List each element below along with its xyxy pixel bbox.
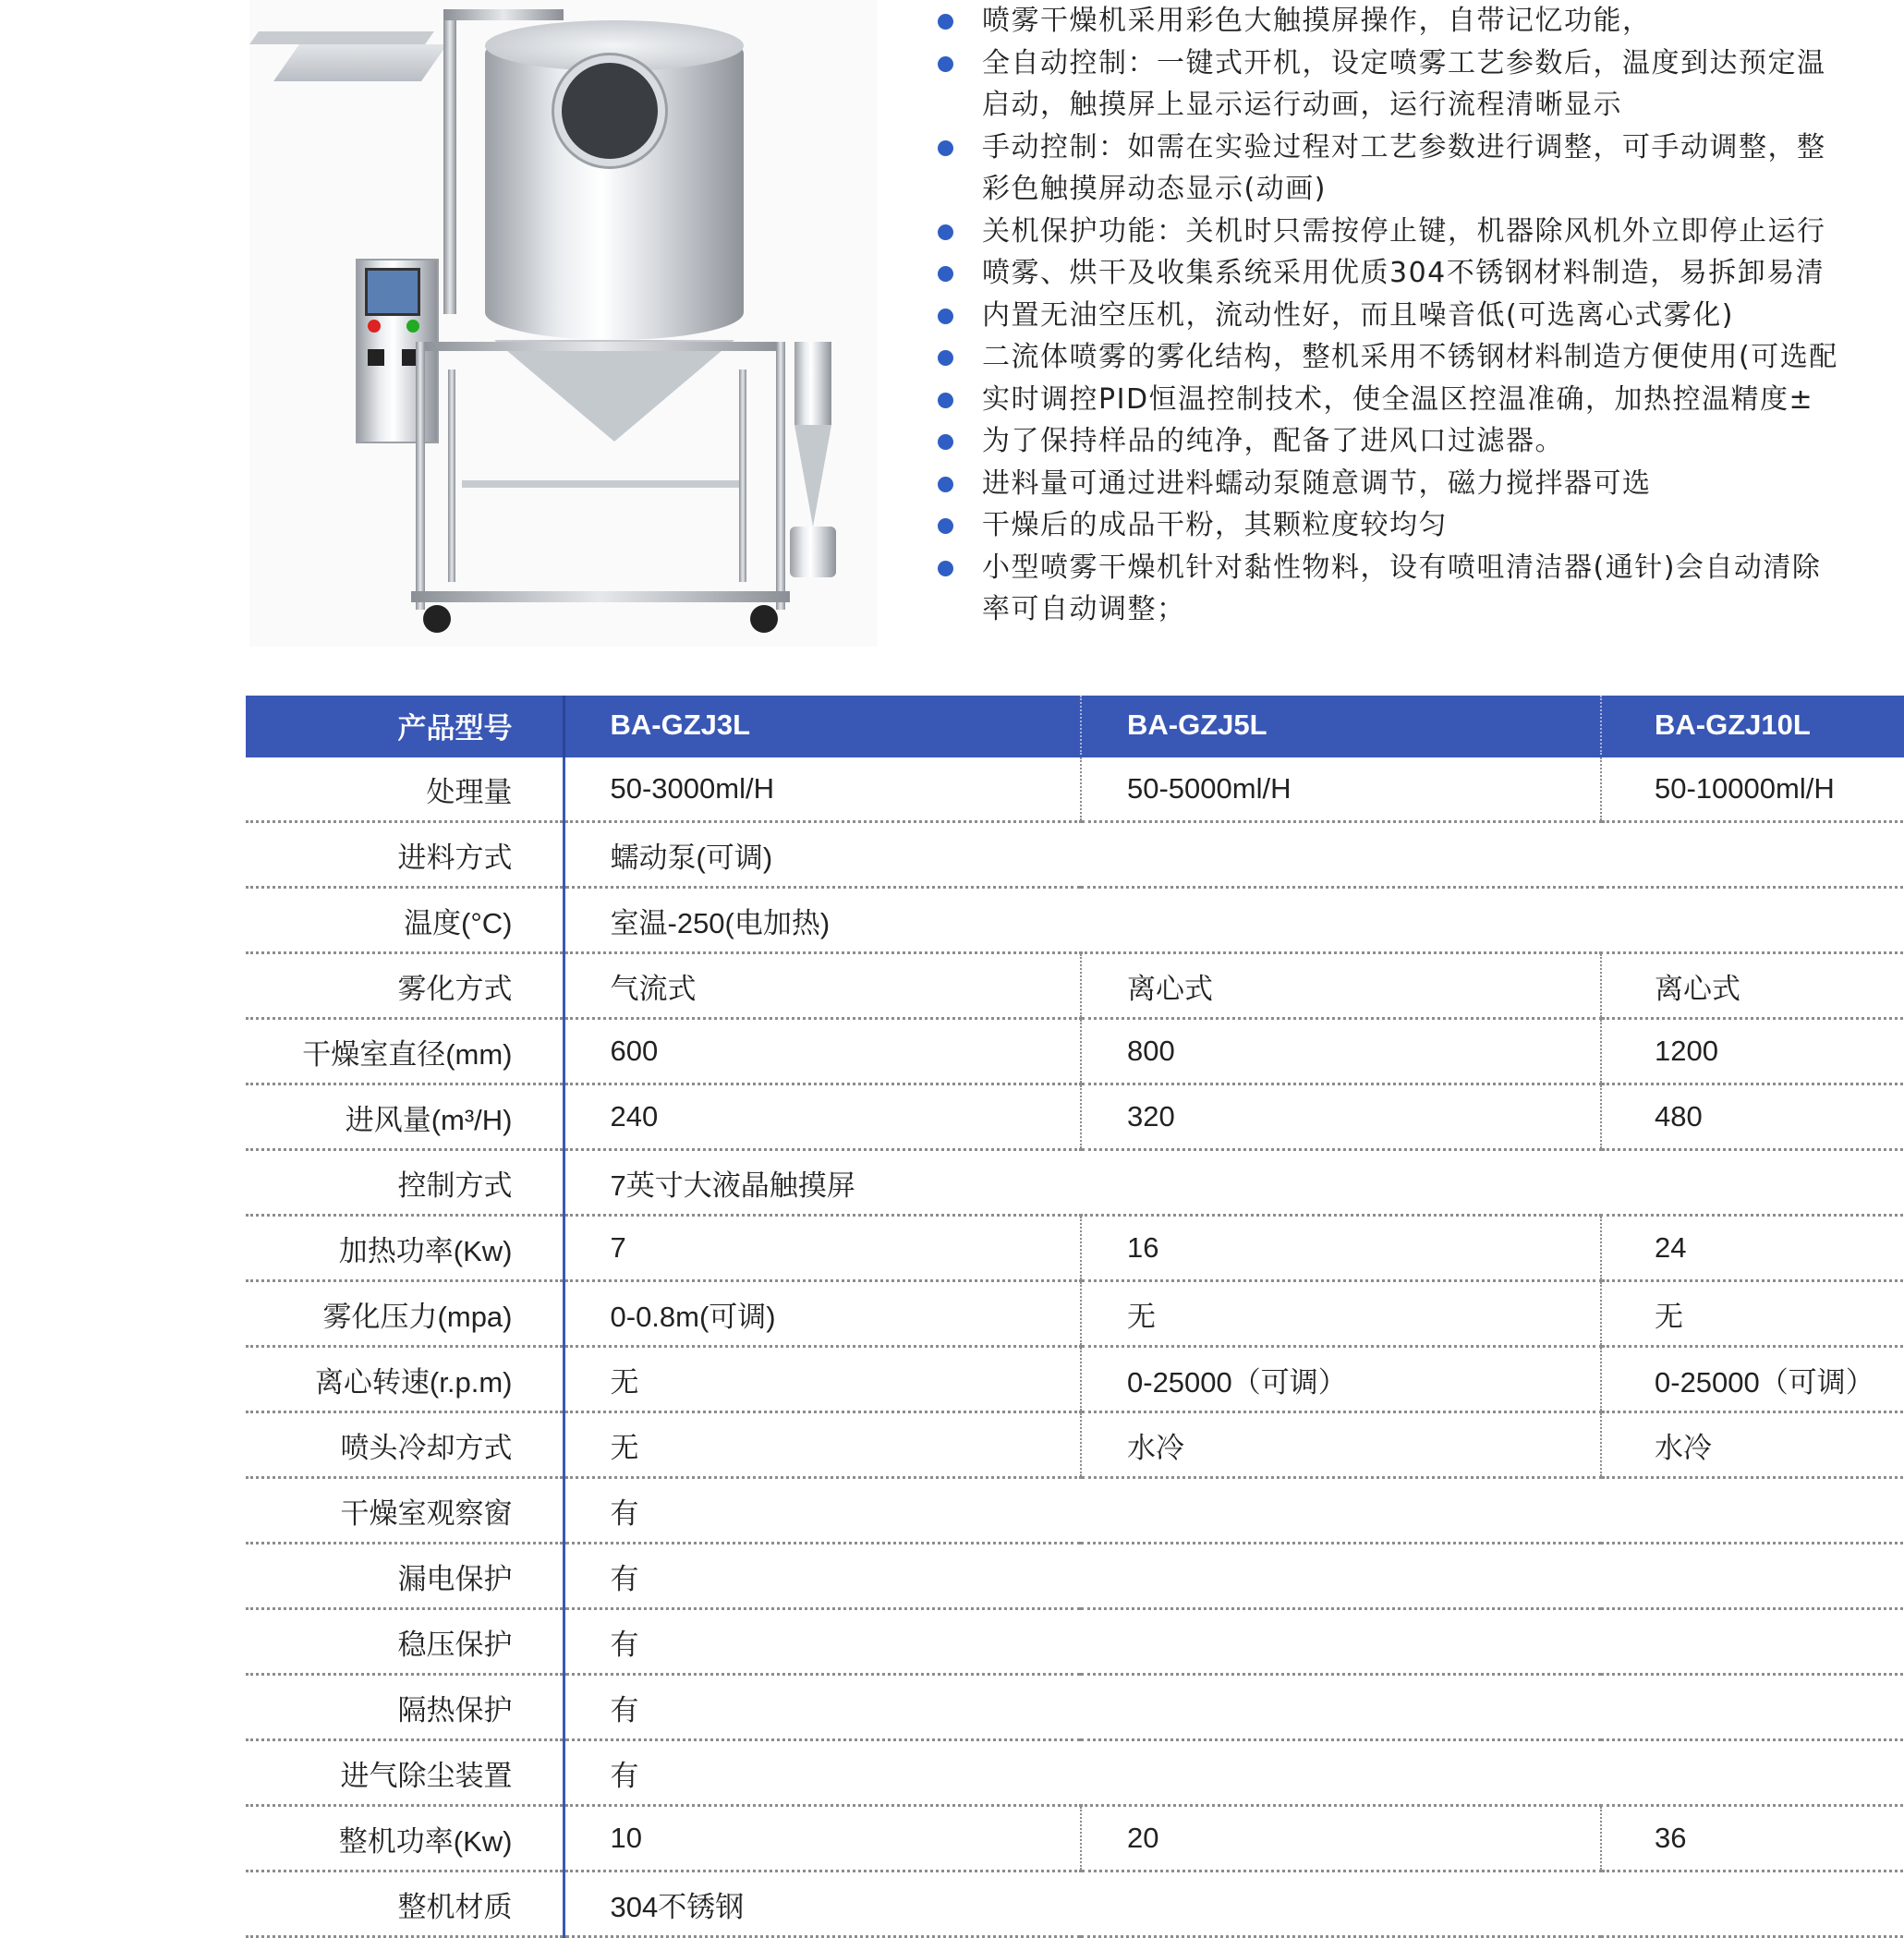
bullet-dot-icon — [938, 14, 953, 30]
row-label: 雾化方式 — [246, 953, 564, 1019]
row-value: 304不锈钢 — [564, 1871, 1904, 1937]
table-row — [246, 888, 1904, 953]
spray-dryer-product-image — [249, 0, 878, 647]
table-row — [246, 822, 1904, 888]
bullet-dot-icon — [938, 434, 953, 450]
row-value: 蠕动泵(可调) — [564, 822, 1904, 888]
bullet-dot-icon — [938, 393, 953, 408]
row-label: 干燥室直径(mm) — [246, 1019, 564, 1084]
feature-text: 喷雾干燥机采用彩色大触摸屏操作，自带记忆功能， — [982, 5, 1652, 37]
table-row — [246, 1150, 1904, 1216]
feature-item — [933, 547, 1904, 631]
bullet-dot-icon — [938, 561, 953, 576]
table-row — [246, 1871, 1904, 1937]
row-value: 0-0.8m(可调) — [564, 1281, 1081, 1347]
row-value: 水冷 — [1081, 1412, 1601, 1478]
table-header-row — [246, 696, 1904, 757]
row-value: 50-3000ml/H — [564, 757, 1081, 822]
row-label: 漏电保护 — [246, 1544, 564, 1609]
table-row — [246, 1084, 1904, 1150]
row-label: 加热功率(Kw) — [246, 1216, 564, 1281]
table-row — [246, 1806, 1904, 1871]
bullet-dot-icon — [938, 350, 953, 366]
header-model-2: BA-GZJ5L — [1081, 696, 1601, 757]
feature-item — [933, 379, 1904, 421]
row-value: 室温-250(电加热) — [564, 888, 1904, 953]
feature-item — [933, 0, 1904, 42]
table-row — [246, 1347, 1904, 1412]
row-value: 600 — [564, 1019, 1081, 1084]
feature-text: 干燥后的成品干粉，其颗粒度较均匀 — [982, 509, 1448, 541]
feature-text: 进料量可通过进料蠕动泵随意调节，磁力搅拌器可选 — [982, 466, 1652, 500]
feature-text: 喷雾、烘干及收集系统采用优质304不锈钢材料制造，易拆卸易清 — [982, 257, 1825, 289]
row-value: 无 — [1081, 1281, 1601, 1347]
row-value: 50-5000ml/H — [1081, 757, 1601, 822]
row-value: 7英寸大液晶触摸屏 — [564, 1150, 1904, 1216]
row-value: 240 — [564, 1084, 1081, 1150]
spec-table — [246, 696, 1904, 1938]
row-value: 36 — [1601, 1806, 1904, 1871]
row-label: 处理量 — [246, 757, 564, 822]
feature-item — [933, 336, 1904, 379]
row-label: 稳压保护 — [246, 1609, 564, 1675]
row-value: 无 — [1601, 1281, 1904, 1347]
bullet-dot-icon — [938, 266, 953, 282]
row-value: 800 — [1081, 1019, 1601, 1084]
row-value: 离心式 — [1601, 953, 1904, 1019]
row-value: 480 — [1601, 1084, 1904, 1150]
feature-item — [933, 420, 1904, 463]
feature-text: 手动控制：如需在实验过程对工艺参数进行调整，可手动调整，整 彩色触摸屏动态显示(动画) — [982, 130, 1826, 205]
feature-text: 全自动控制：一键式开机，设定喷雾工艺参数后，温度到达预定温 启动，触摸屏上显示运行动画，运行流程清晰显示 — [982, 46, 1826, 121]
row-value: 有 — [564, 1544, 1904, 1609]
bullet-dot-icon — [938, 309, 953, 324]
row-value: 24 — [1601, 1216, 1904, 1281]
row-value: 气流式 — [564, 953, 1081, 1019]
table-row — [246, 953, 1904, 1019]
row-label: 进风量(m³/H) — [246, 1084, 564, 1150]
feature-item — [933, 504, 1904, 547]
row-label: 喷头冷却方式 — [246, 1412, 564, 1478]
table-row — [246, 757, 1904, 822]
table-row — [246, 1544, 1904, 1609]
row-value: 0-25000（可调） — [1081, 1347, 1601, 1412]
row-label: 离心转速(r.p.m) — [246, 1347, 564, 1412]
spec-table-body — [246, 757, 1904, 1937]
feature-item — [933, 252, 1904, 295]
row-label: 进气除尘装置 — [246, 1740, 564, 1806]
bullet-dot-icon — [938, 518, 953, 534]
row-label: 控制方式 — [246, 1150, 564, 1216]
row-value: 1200 — [1601, 1019, 1904, 1084]
row-label: 进料方式 — [246, 822, 564, 888]
table-row — [246, 1216, 1904, 1281]
table-row — [246, 1675, 1904, 1740]
row-value: 离心式 — [1081, 953, 1601, 1019]
feature-item — [933, 42, 1904, 127]
table-row — [246, 1740, 1904, 1806]
row-value: 有 — [564, 1609, 1904, 1675]
header-label: 产品型号 — [246, 696, 564, 757]
row-value: 10 — [564, 1806, 1081, 1871]
row-value: 水冷 — [1601, 1412, 1904, 1478]
row-value: 无 — [564, 1412, 1081, 1478]
bullet-dot-icon — [938, 224, 953, 240]
row-label: 整机材质 — [246, 1871, 564, 1937]
feature-text: 内置无油空压机，流动性好，而且噪音低(可选离心式雾化) — [982, 298, 1734, 332]
bullet-dot-icon — [938, 56, 953, 72]
feature-list — [933, 0, 1904, 647]
feature-item — [933, 463, 1904, 505]
header-model-3: BA-GZJ10L — [1601, 696, 1904, 757]
table-row — [246, 1609, 1904, 1675]
row-value: 无 — [564, 1347, 1081, 1412]
row-value: 有 — [564, 1740, 1904, 1806]
feature-text: 关机保护功能：关机时只需按停止键，机器除风机外立即停止运行 — [982, 214, 1826, 248]
row-value: 有 — [564, 1478, 1904, 1544]
feature-text: 为了保持样品的纯净，配备了进风口过滤器。 — [982, 425, 1564, 457]
feature-text: 实时调控PID恒温控制技术，使全温区控温准确，加热控温精度± — [982, 382, 1814, 416]
bullet-dot-icon — [938, 477, 953, 492]
table-row — [246, 1478, 1904, 1544]
table-row — [246, 1412, 1904, 1478]
row-value: 20 — [1081, 1806, 1601, 1871]
feature-text: 小型喷雾干燥机针对黏性物料，设有喷咀清洁器(通针)会自动清除 率可自动调整； — [982, 551, 1822, 625]
row-label: 整机功率(Kw) — [246, 1806, 564, 1871]
feature-item — [933, 211, 1904, 253]
table-row — [246, 1019, 1904, 1084]
feature-item — [933, 127, 1904, 211]
row-value: 320 — [1081, 1084, 1601, 1150]
row-label: 温度(°C) — [246, 888, 564, 953]
row-value: 0-25000（可调） — [1601, 1347, 1904, 1412]
row-value: 有 — [564, 1675, 1904, 1740]
row-label: 隔热保护 — [246, 1675, 564, 1740]
row-value: 7 — [564, 1216, 1081, 1281]
bullet-dot-icon — [938, 140, 953, 156]
row-value: 16 — [1081, 1216, 1601, 1281]
feature-item — [933, 295, 1904, 337]
row-value: 50-10000ml/H — [1601, 757, 1904, 822]
table-row — [246, 1281, 1904, 1347]
feature-text: 二流体喷雾的雾化结构，整机采用不锈钢材料制造方便使用(可选配 — [982, 341, 1838, 373]
row-label: 雾化压力(mpa) — [246, 1281, 564, 1347]
row-label: 干燥室观察窗 — [246, 1478, 564, 1544]
header-model-1: BA-GZJ3L — [564, 696, 1081, 757]
